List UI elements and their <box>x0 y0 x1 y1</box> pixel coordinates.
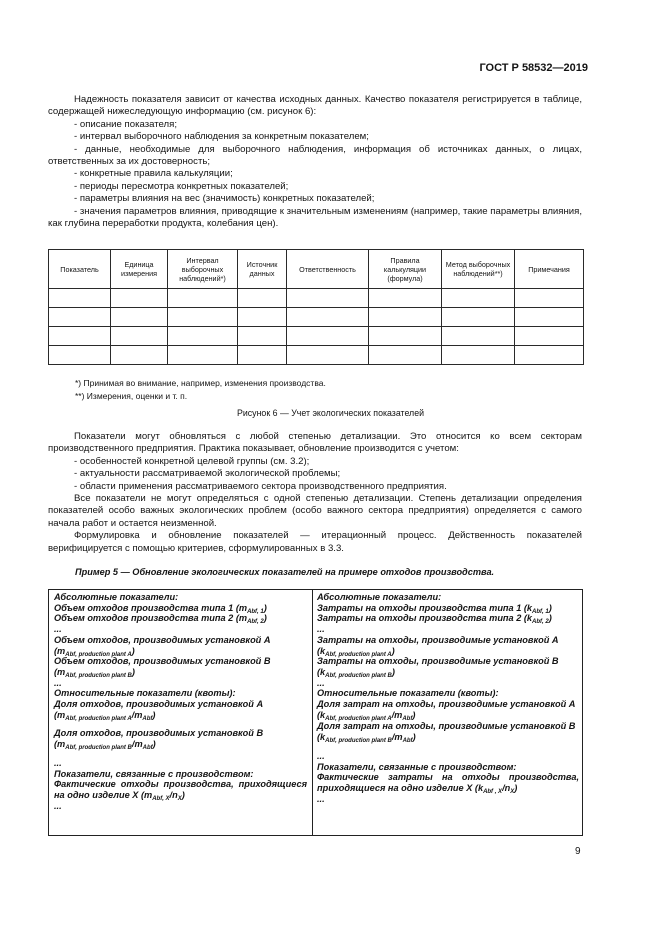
formula-line: Затраты на отходы производства типа 1 $(k_{Abf, 1})$ <box>317 602 552 615</box>
table-cell <box>287 327 369 346</box>
ellipsis: ... <box>54 677 62 688</box>
example-left-column <box>54 592 307 811</box>
rel-heading: Относительные показатели (квоты): <box>317 688 499 699</box>
table-row <box>49 289 584 308</box>
formula-line: $(k_{Abf, production plant B})$ <box>317 666 395 679</box>
page-number: 9 <box>575 846 581 857</box>
formula-line: Затраты на отходы, производимые установкой A <box>317 634 559 645</box>
formula-line: $(k_{Abf, production plant A}/m_{Abf})$ <box>317 709 416 722</box>
formula-line: Доля затрат на отходы, производимые установкой A <box>317 699 576 710</box>
formula-line: $(k_{Abf, production plant A})$ <box>317 645 395 658</box>
formula-line: $(m_{Abf, production plant B}/m_{Abf})$ <box>54 739 156 752</box>
list-item: - значения параметров влияния, приводящие к значительным изменениям (например, такие параметры влияния, как глубина переработки продукта, колебания цен). <box>48 205 582 230</box>
table-cell <box>287 346 369 365</box>
rel-heading: Относительные показатели (квоты): <box>54 688 236 699</box>
table-cell <box>49 289 111 308</box>
table-cell <box>238 289 287 308</box>
table-cell <box>442 289 515 308</box>
footnote: *) Принимая во внимание, например, изменения производства. <box>75 378 326 388</box>
table-header-row <box>49 250 584 289</box>
table-cell <box>369 327 442 346</box>
table-cell <box>442 308 515 327</box>
ellipsis: ... <box>317 677 325 688</box>
table-cell <box>49 346 111 365</box>
col-header: Метод выборочных наблюдений**) <box>442 250 515 289</box>
table-cell <box>168 327 238 346</box>
table-cell <box>369 289 442 308</box>
table-cell <box>238 346 287 365</box>
column-divider <box>312 590 313 835</box>
table-cell <box>515 346 584 365</box>
formula-line: Объем отходов производства типа 1 $(m_{Abf, 1})$ <box>54 602 267 615</box>
list-item: - конкретные правила калькуляции; <box>74 168 233 180</box>
table-cell <box>111 346 168 365</box>
abs-heading: Абсолютные показатели: <box>317 592 442 602</box>
body-paragraph: Все показатели не могут определяться с одной степенью детализации. Степень детализации определения показателей особо важных экологических проблем (особо важного сектора предприятия) определяется с самого начала работ и остается неизменной. <box>48 493 582 529</box>
table-cell <box>238 308 287 327</box>
formula-line: Фактические затраты на отходы производства, приходящиеся на одно изделие X $(k_{Abf , X}/n_X)$ <box>317 772 579 795</box>
table-cell <box>369 308 442 327</box>
prod-heading: Показатели, связанные с производством: <box>317 761 517 772</box>
ellipsis: ... <box>54 800 62 811</box>
ellipsis: ... <box>54 624 62 635</box>
list-item: - данные, необходимые для выборочного наблюдения, информация об источниках данных, о лицах, ответственных за их достоверность; <box>48 143 582 168</box>
col-header: Показатель <box>49 250 111 289</box>
table-cell <box>168 346 238 365</box>
formula-line: $(m_{Abf, production plant A})$ <box>54 645 135 658</box>
formula-line: $(k_{Abf, production plant B}/m_{Abf})$ <box>317 732 416 745</box>
list-item: - периоды пересмотра конкретных показателей; <box>74 180 289 192</box>
col-header: Единица измерения <box>111 250 168 289</box>
table-row <box>49 308 584 327</box>
list-item: - параметры влияния на вес (значимость) конкретных показателей; <box>74 193 375 205</box>
figure-caption: Рисунок 6 — Учет экологических показателей <box>237 408 424 418</box>
formula-line: Доля затрат на отходы, производимые установкой B <box>317 721 576 732</box>
table-cell <box>168 289 238 308</box>
list-item: - интервал выборочного наблюдения за конкретным показателем; <box>74 131 369 143</box>
formula-line: Доля отходов, производимых установкой B <box>54 728 264 739</box>
list-item: - области применения рассматриваемого сектора производственного предприятия. <box>74 480 447 492</box>
quality-table <box>48 249 584 365</box>
table-cell <box>515 327 584 346</box>
standard-header: ГОСТ Р 58532—2019 <box>479 62 588 74</box>
ellipsis: ... <box>54 757 62 768</box>
list-item: - особенностей конкретной целевой группы (см. 3.2); <box>74 455 310 467</box>
table-cell <box>111 327 168 346</box>
formula-line: Объем отходов производства типа 2 $(m_{Abf, 2})$ <box>54 613 267 626</box>
table-cell <box>168 308 238 327</box>
table-cell <box>442 327 515 346</box>
formula-line: Затраты на отходы, производимые установкой B <box>317 656 559 667</box>
formula-line: Доля отходов, производимых установкой A <box>54 699 264 710</box>
table-cell <box>111 289 168 308</box>
intro-paragraph: Надежность показателя зависит от качества исходных данных. Качество показателя регистрируется в таблице, содержащей нижеследующую информацию (см. рисунок 6): <box>48 94 582 118</box>
formula-line: Объем отходов, производимых установкой A <box>54 634 271 645</box>
body-paragraph: Показатели могут обновляться с любой степенью детализации. Это относится ко всем секторам производственного предприятия. Практика показывает, обновление производится с учетом: <box>48 431 582 455</box>
formula-line: $(m_{Abf, production plant A}/m_{Abf})$ <box>54 709 156 722</box>
col-header: Источник данных <box>238 250 287 289</box>
col-header: Примечания <box>515 250 584 289</box>
ellipsis: ... <box>317 624 325 635</box>
footnote: **) Измерения, оценки и т. п. <box>75 391 188 401</box>
table-row <box>49 327 584 346</box>
table-row <box>49 346 584 365</box>
table-cell <box>515 308 584 327</box>
table-cell <box>49 308 111 327</box>
col-header: Интервал выборочных наблюдений*) <box>168 250 238 289</box>
table-cell <box>287 289 369 308</box>
formula-line: Затраты на отходы производства типа 2 $(k_{Abf, 2})$ <box>317 613 552 626</box>
table-cell <box>442 346 515 365</box>
formula-line: Фактические отходы производства, приходящиеся на одно изделие X $(m_{Abf, X}/n_X)$ <box>54 779 307 802</box>
formula-line: $(m_{Abf, production plant B})$ <box>54 666 135 679</box>
formula-line: Объем отходов, производимых установкой B <box>54 656 271 667</box>
col-header: Правила калькуляции (формула) <box>369 250 442 289</box>
ellipsis: ... <box>317 793 325 804</box>
ellipsis: ... <box>317 750 325 761</box>
table-cell <box>111 308 168 327</box>
list-item: - описание показателя; <box>74 118 177 130</box>
body-section <box>48 431 582 555</box>
table-cell <box>515 289 584 308</box>
table-cell <box>369 346 442 365</box>
example-right-column <box>317 592 579 804</box>
body-paragraph: Формулировка и обновление показателей — итерационный процесс. Действенность показателей верифицируется с помощью критериев, сформулированных в 3.3. <box>48 530 582 554</box>
intro-section <box>48 94 582 230</box>
table-cell <box>238 327 287 346</box>
list-item: - актуальности рассматриваемой экологической проблемы; <box>74 468 341 480</box>
table-cell <box>287 308 369 327</box>
prod-heading: Показатели, связанные с производством: <box>54 768 254 779</box>
example-title: Пример 5 — Обновление экологических показателей на примере отходов производства. <box>75 567 495 577</box>
col-header: Ответственность <box>287 250 369 289</box>
example-box <box>48 589 583 836</box>
abs-heading: Абсолютные показатели: <box>54 592 179 602</box>
table-cell <box>49 327 111 346</box>
